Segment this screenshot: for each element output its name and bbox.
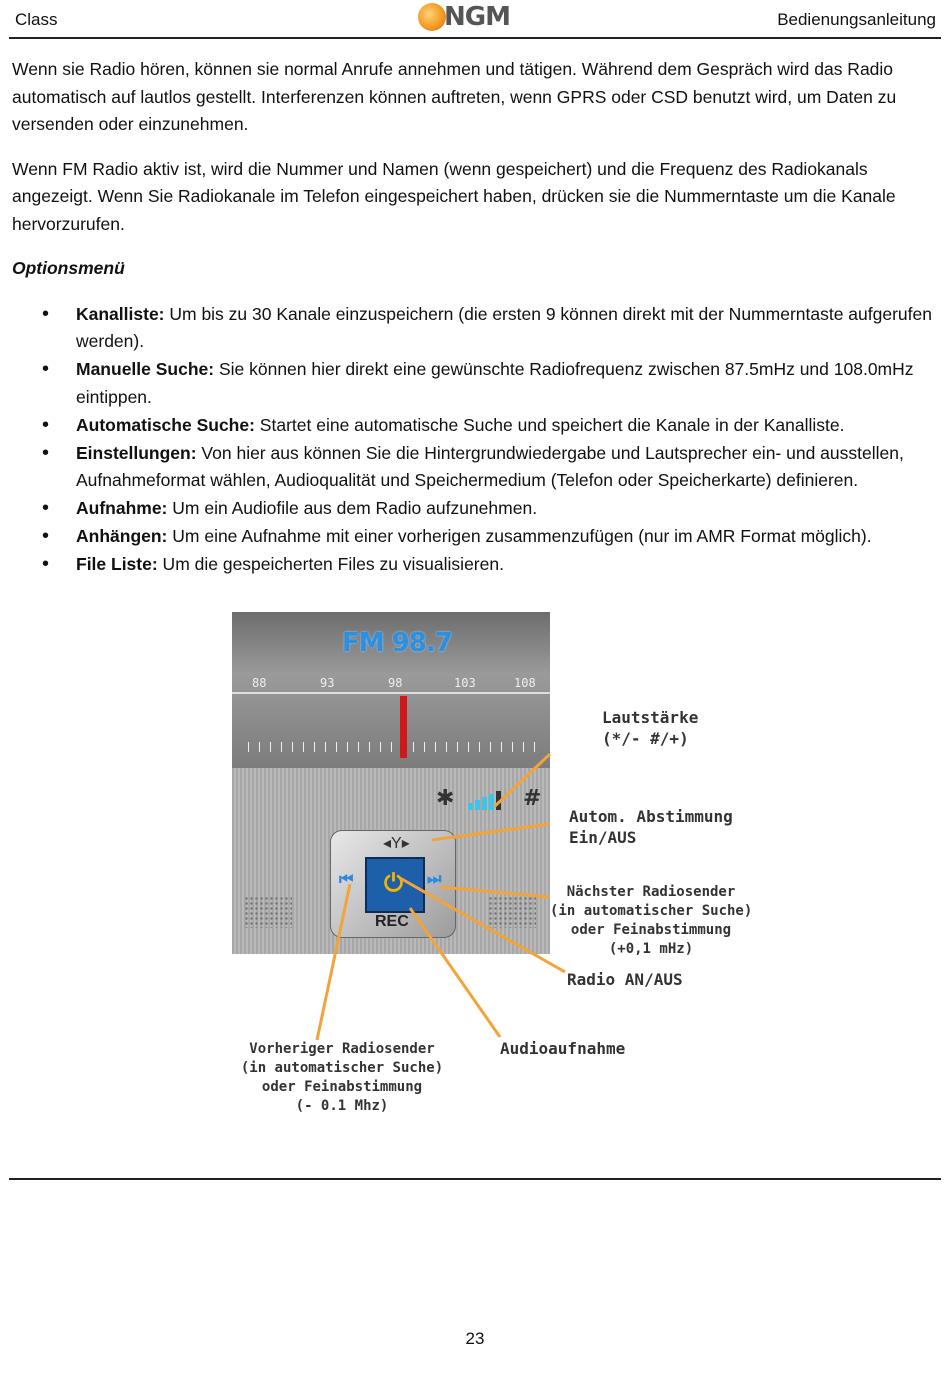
header-left-text: Class: [15, 10, 58, 29]
scale-label: 88: [252, 676, 267, 690]
volume-label: Lautstärke (*/- #/+): [602, 708, 699, 748]
bullet-icon: •: [42, 497, 50, 519]
power-icon: ⏻: [384, 870, 403, 897]
prev-station-label: Vorheriger Radiosender (in automatischer Suche) oder Feinabstimmung (- 0.1 Mhz): [240, 1041, 444, 1114]
option-term: Anhängen:: [76, 526, 168, 546]
options-heading: Optionsmenü: [12, 258, 125, 278]
previous-station-icon[interactable]: ⏮: [339, 871, 354, 888]
logo-text: NGM: [444, 2, 510, 32]
option-term: File Liste:: [76, 554, 158, 574]
option-item: [12, 551, 932, 579]
page-number: 23: [465, 1329, 485, 1348]
header-right-text: Bedienungsanleitung: [777, 10, 936, 29]
option-item: [12, 495, 932, 523]
option-text: Um ein Audiofile aus dem Radio aufzunehmen.: [167, 498, 538, 518]
scale-label: 93: [320, 676, 335, 690]
paragraph-2: Wenn FM Radio aktiv ist, wird die Nummer und Namen (wenn gespeichert) und die Frequenz des Radiokanals angezeigt. Wenn Sie Radiokanale im Telefon eingespeichert haben, drücken sie die Nummerntaste um die Kanale hervorzurufen.: [12, 158, 896, 234]
paragraph-1: Wenn sie Radio hören, können sie normal Anrufe annehmen und tätigen. Während dem Gespräch wird das Radio automatisch auf lautlos gestellt. Interferenzen können auftreten, wenn GPRS oder CSD benutzt wird, um Daten zu versenden oder einzunehmen.: [12, 59, 897, 134]
option-term: Aufnahme:: [76, 498, 168, 518]
radio-figure: [232, 612, 752, 1122]
option-term: Kanalliste:: [76, 303, 165, 324]
auto-tune-icon[interactable]: ◂Y▸: [383, 835, 410, 852]
option-item: [12, 412, 932, 440]
option-text: Um die gespeicherten Files zu visualisieren.: [157, 554, 504, 574]
option-text: Von hier aus können Sie die Hintergrundwiedergabe und Lautsprecher ein- und ausstellen, Aufnahmeformat wählen, Audioqualität und Speichermedium (Telefon oder Speicherkarte) definieren.: [76, 442, 904, 490]
option-text: Um bis zu 30 Kanale einzuspeichern (die ersten 9 können direkt mit der Nummerntaste aufgerufen werden).: [76, 303, 932, 351]
option-item: [12, 356, 932, 411]
scale-label: 98: [388, 676, 403, 690]
next-station-label: Nächster Radiosender (in automatischer Suche) oder Feinabstimmung (+0,1 mHz): [550, 884, 753, 957]
page-content: [12, 56, 932, 579]
bullet-icon: •: [42, 358, 50, 380]
footer-divider: [9, 1178, 941, 1180]
bullet-icon: •: [42, 413, 50, 436]
bullet-icon: •: [42, 553, 50, 575]
auto-tune-label: Autom. Abstimmung Ein/AUS: [569, 807, 733, 847]
option-term: Automatische Suche:: [76, 414, 255, 435]
option-item: [12, 301, 932, 356]
scale-label: 108: [514, 676, 536, 690]
option-term: Manuelle Suche:: [76, 359, 215, 379]
option-item: [12, 440, 932, 495]
header-divider: [9, 37, 941, 39]
radio-onoff-label: Radio AN/AUS: [567, 970, 683, 989]
logo-sun-icon: [418, 3, 446, 31]
hash-key-icon[interactable]: #: [523, 786, 542, 811]
option-text: Um eine Aufnahme mit einer vorherigen zusammenzufügen (nur im AMR Format möglich).: [167, 526, 872, 546]
option-term: Einstellungen:: [76, 442, 197, 463]
scale-label: 103: [454, 676, 476, 690]
rec-button[interactable]: REC: [375, 913, 409, 930]
bullet-icon: •: [42, 302, 50, 325]
next-station-icon[interactable]: ⏭: [427, 871, 442, 888]
recording-label: Audioaufnahme: [500, 1039, 626, 1058]
star-key-icon[interactable]: ✱: [436, 786, 455, 811]
bullet-icon: •: [42, 441, 50, 464]
options-list: [12, 301, 932, 579]
bullet-icon: •: [42, 525, 50, 547]
frequency-display: FM 98.7: [342, 628, 452, 658]
option-text: Sie können hier direkt eine gewünschte Radiofrequenz zwischen 87.5mHz und 108.0mHz eintippen.: [76, 359, 914, 407]
ngm-logo: [418, 2, 528, 34]
option-item: [12, 523, 932, 551]
option-text: Startet eine automatische Suche und speichert die Kanale in der Kanalliste.: [254, 414, 845, 435]
